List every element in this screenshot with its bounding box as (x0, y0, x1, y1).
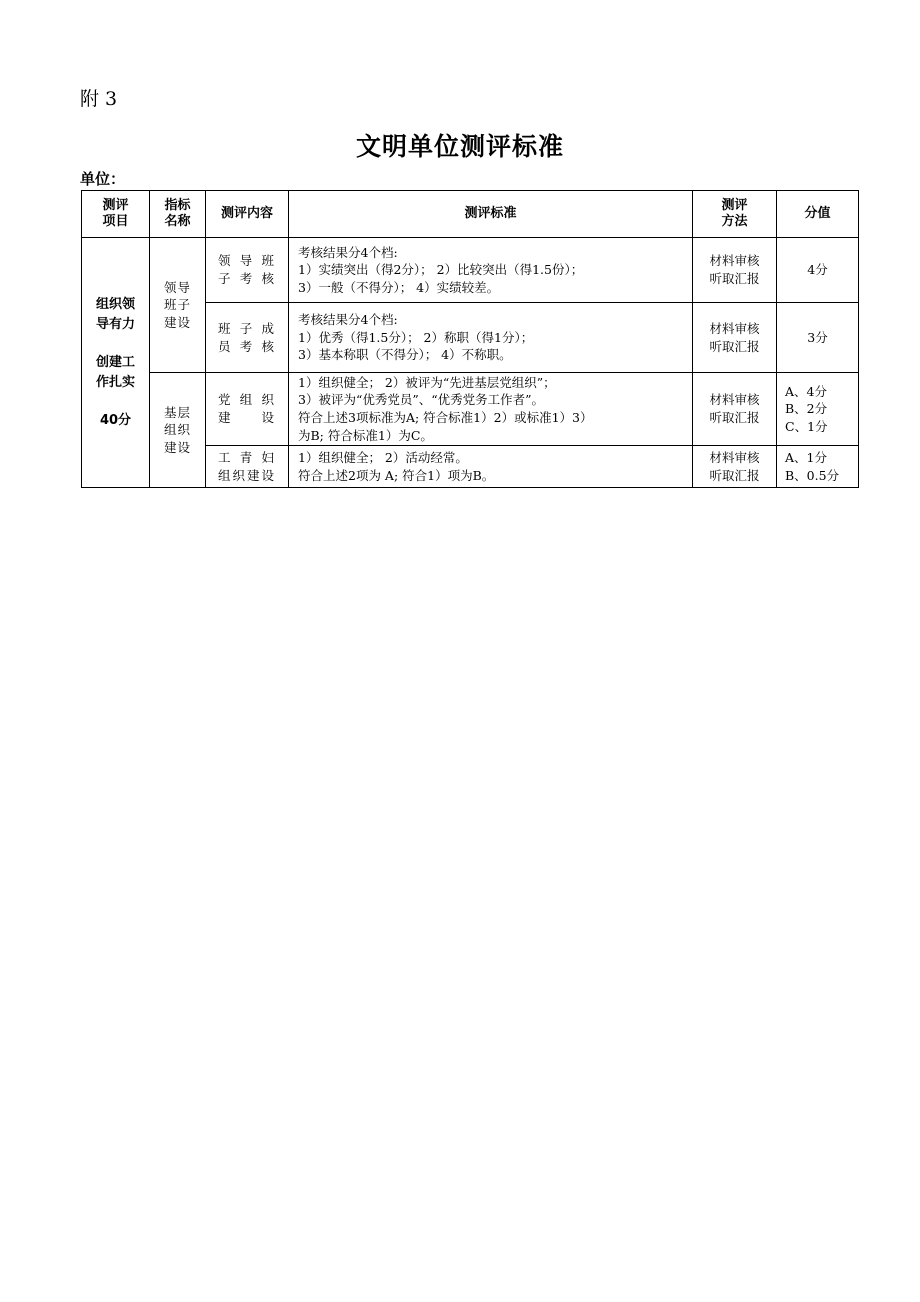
method-line: 材料审核 (709, 253, 760, 269)
indicator-line: 班子 (163, 297, 191, 313)
project-line: 组织领 (95, 296, 135, 312)
standard-line: 3）基本称职（不得分）； 4）不称职。 (298, 347, 512, 363)
content-cell (206, 303, 289, 373)
score-line: 3分 (807, 329, 828, 345)
score-line: C、1分 (785, 418, 828, 434)
header-method: 测评 方法 (693, 191, 777, 238)
content-line: 班 子 成 (218, 320, 276, 336)
standard-line: 1）组织健全； 2）被评为“先进基层党组织”； (298, 374, 556, 390)
method-cell (693, 238, 777, 303)
table-row (82, 373, 859, 446)
content-cell (206, 238, 289, 303)
score-cell (777, 446, 859, 488)
score-line: B、2分 (785, 401, 828, 417)
unit-label: 单位： (80, 170, 126, 188)
content-line: 子 考 核 (218, 271, 276, 286)
method-line: 材料审核 (709, 449, 760, 465)
standard-line: 3）一般（不得分）； 4）实绩较差。 (298, 279, 500, 295)
indicator-line: 基层 (163, 404, 191, 420)
score-cell (777, 303, 859, 373)
indicator-line: 领导 (163, 279, 191, 295)
standard-cell (289, 446, 693, 488)
project-line: 40分 (99, 412, 132, 428)
content-cell (206, 373, 289, 446)
table-row (82, 238, 859, 303)
score-line: 4分 (807, 262, 828, 278)
standard-line: 符合上述2项为 A; 符合1）项为B。 (298, 467, 495, 483)
standard-line: 为B; 符合标准1）为C。 (298, 427, 433, 443)
standard-line: 符合上述3项标准为A; 符合标准1）2）或标准1）3） (298, 410, 593, 425)
score-line: B、0.5分 (785, 467, 840, 483)
project-line (82, 393, 149, 411)
method-line: 听取汇报 (709, 467, 760, 483)
indicator-cell (150, 373, 206, 488)
standard-line: 考核结果分4个档: (298, 244, 398, 260)
indicator-line: 建设 (163, 314, 191, 330)
method-line: 听取汇报 (709, 271, 760, 286)
content-cell (206, 446, 289, 488)
header-score: 分值 (777, 191, 859, 238)
standard-line: 考核结果分4个档: (298, 312, 398, 328)
content-line: 党 组 织 (218, 392, 276, 408)
content-line: 员 考 核 (218, 338, 276, 354)
standard-line: 3）被评为“优秀党员”、“优秀党务工作者”。 (298, 392, 545, 408)
standard-cell (289, 303, 693, 373)
score-cell (777, 238, 859, 303)
project-cell (82, 238, 150, 488)
score-line: A、1分 (785, 449, 827, 465)
content-line: 组织建设 (218, 467, 277, 483)
header-row (82, 191, 859, 238)
standard-cell (289, 238, 693, 303)
project-line: 作扎实 (95, 374, 135, 390)
indicator-line: 组织 (163, 422, 191, 438)
evaluation-table (81, 190, 859, 488)
table-body (82, 238, 859, 488)
method-cell (693, 373, 777, 446)
project-line: 创建工 (95, 354, 135, 370)
content-line: 工 青 妇 (218, 449, 276, 465)
method-line: 材料审核 (709, 392, 760, 408)
content-line: 建 设 (218, 410, 276, 425)
header-content: 测评内容 (206, 191, 289, 238)
appendix-label: 附 3 (80, 88, 118, 110)
page-title: 文明单位测评标准 (355, 132, 564, 161)
score-cell (777, 373, 859, 446)
score-line: A、4分 (785, 383, 827, 399)
method-cell (693, 446, 777, 488)
indicator-line: 建设 (163, 439, 191, 455)
standard-cell (289, 373, 693, 446)
indicator-cell (150, 238, 206, 373)
header-standard: 测评标准 (289, 191, 693, 238)
header-indicator: 指标 名称 (150, 191, 206, 238)
project-line: 导有力 (95, 316, 135, 332)
standard-line: 1）实绩突出（得2分）； 2）比较突出（得1.5份）； (298, 262, 584, 278)
method-line: 听取汇报 (709, 410, 760, 425)
project-line (82, 335, 149, 353)
standard-line: 1）优秀（得1.5分）； 2）称职（得1分）； (298, 329, 534, 345)
method-line: 材料审核 (709, 320, 760, 336)
standard-line: 1）组织健全； 2）活动经常。 (298, 449, 468, 465)
header-project: 测评 项目 (82, 191, 150, 238)
method-cell (693, 303, 777, 373)
content-line: 领 导 班 (218, 253, 276, 269)
method-line: 听取汇报 (709, 338, 760, 354)
